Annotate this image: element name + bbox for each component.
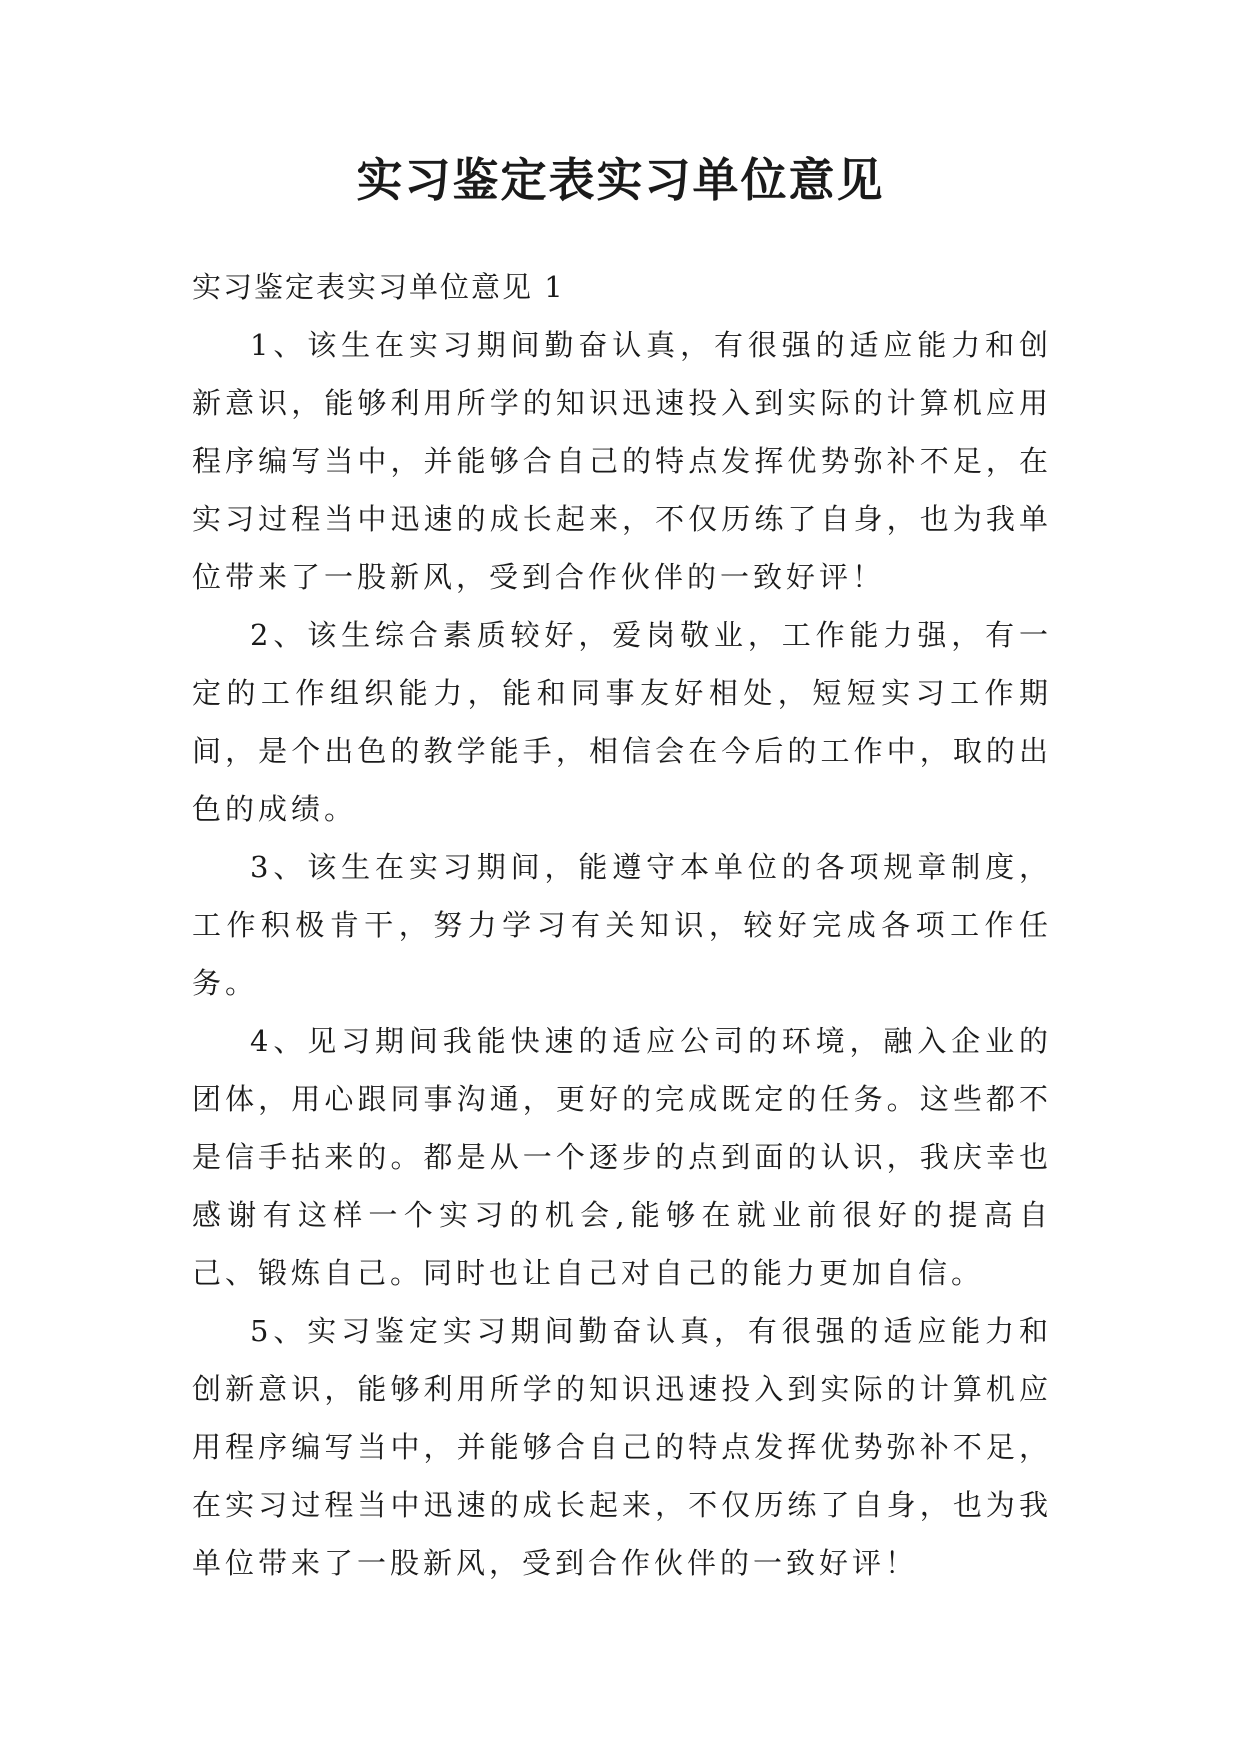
paragraph-4: 4、见习期间我能快速的适应公司的环境，融入企业的团体，用心跟同事沟通，更好的完成既定的任务。这些都不是信手拈来的。都是从一个逐步的点到面的认识，我庆幸也感谢有这样一个实习的机会,能够在就业前很好的提高自己、锻炼自己。同时也让自己对自己的能力更加自信。 [192,1024,1052,1290]
section-heading: 实习鉴定表实习单位意见 1 [192,270,565,304]
document-title: 实习鉴定表实习单位意见 [356,153,885,207]
paragraph-3: 3、该生在实习期间，能遵守本单位的各项规章制度，工作积极肯干，努力学习有关知识，较好完成各项工作任务。 [192,850,1052,1000]
paragraph-5: 5、实习鉴定实习期间勤奋认真，有很强的适应能力和创新意识，能够利用所学的知识迅速投入到实际的计算机应用程序编写当中，并能够合自己的特点发挥优势弥补不足，在实习过程当中迅速的成长起来，不仅历练了自身，也为我单位带来了一股新风，受到合作伙伴的一致好评！ [192,1314,1052,1580]
document-body [192,258,1052,1592]
paragraph-1: 1、该生在实习期间勤奋认真，有很强的适应能力和创新意识，能够利用所学的知识迅速投入到实际的计算机应用程序编写当中，并能够合自己的特点发挥优势弥补不足，在实习过程当中迅速的成长起来，不仅历练了自身，也为我单位带来了一股新风，受到合作伙伴的一致好评！ [192,328,1052,594]
paragraph-2: 2、该生综合素质较好，爱岗敬业，工作能力强，有一定的工作组织能力，能和同事友好相处，短短实习工作期间，是个出色的教学能手，相信会在今后的工作中，取的出色的成绩。 [192,618,1052,826]
